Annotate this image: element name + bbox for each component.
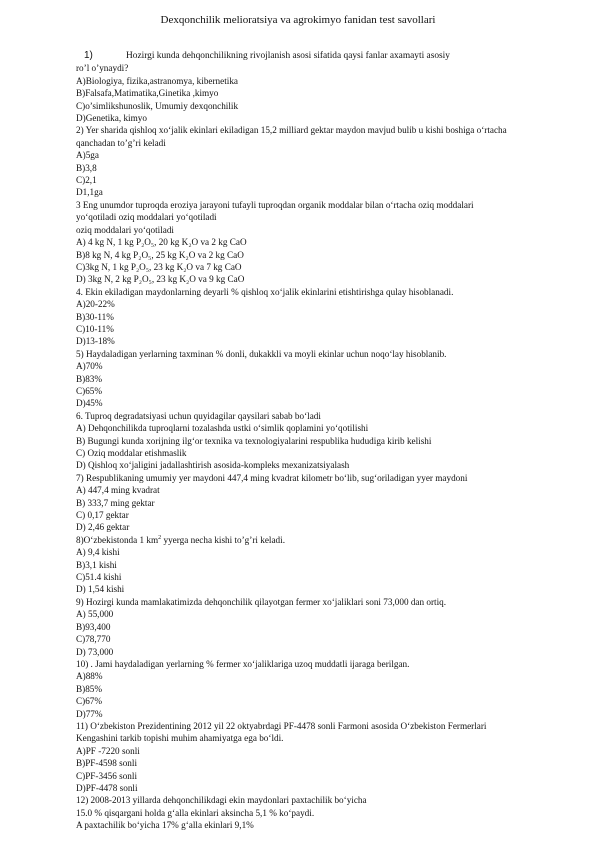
question-8-superscript: 2 xyxy=(158,534,162,541)
question-11-option-a: A)PF -7220 sonli xyxy=(76,745,140,756)
question-3-option-a: A) 4 kg N, 1 kg P₂O₅, 20 kg K₂O va 2 kg CaO xyxy=(76,237,247,248)
question-4-option-c: C)10-11% xyxy=(76,323,114,334)
question-8-option-c: C)51.4 kishi xyxy=(76,572,122,583)
question-8-option-a: A) 9,4 kishi xyxy=(76,547,120,558)
question-2-option-c: C)2,1 xyxy=(76,175,97,186)
question-10-option-b: B)85% xyxy=(76,683,103,694)
question-4-option-a: A)20-22% xyxy=(76,299,115,310)
question-2-option-a: A)5ga xyxy=(76,150,99,161)
question-1-text: Hozirgi kunda dehqonchilikning rivojlanish asosi sifatida qaysi fanlar axamayti asosiy xyxy=(126,51,450,61)
question-3-text-cont-2: oziq moddalari yo‘qotiladi xyxy=(76,224,174,235)
question-3-option-c: C)3kg N, 1 kg P₂O₅, 23 kg K₂O va 7 kg CaO xyxy=(76,261,242,272)
question-8-option-d: D) 1,54 kishi xyxy=(76,584,125,595)
question-1-option-c: C)o’simlikshunoslik, Umumiy dexqonchilik xyxy=(76,100,239,111)
question-2-text: 2) Yer sharida qishloq xo‘jalik ekinlari ekiladigan 15,2 milliard gektar maydon mavjud bulib u kishi boshiga o‘rtacha xyxy=(76,125,507,136)
question-4-text: 4. Ekin ekiladigan maydonlarning deyarli % qishloq xo‘jalik ekinlarini etishtirishga qulay hisoblanadi. xyxy=(76,286,454,297)
question-12-option-a: A paxtachilik bo‘yicha 17% g‘alla ekinlari 9,1% xyxy=(76,820,254,831)
question-5-option-a: A)70% xyxy=(76,361,103,372)
question-4-option-b: B)30-11% xyxy=(76,311,114,322)
question-2-option-b: B)3,8 xyxy=(76,162,97,173)
question-5-option-b: B)83% xyxy=(76,373,103,384)
question-6-option-d: D) Qishloq xo‘jaligini jadallashtirish asosida-kompleks mexanizatsiyalash xyxy=(76,460,350,471)
question-2-text-cont: qanchadan to’g’ri keladi xyxy=(76,137,166,148)
question-3-text: 3 Eng unumdor tuproqda eroziya jarayoni tufayli tuproqdan organik moddalar bilan o‘rtacha oziq moddalari xyxy=(76,199,474,210)
question-5-option-c: C)65% xyxy=(76,385,103,396)
question-3-option-d: D) 3kg N, 2 kg P₂O₅, 23 kg K₂O va 9 kg CaO xyxy=(76,274,245,285)
question-1-text-cont: ro’l o’ynaydi? xyxy=(76,63,129,74)
question-6-text: 6. Tuproq degradatsiyasi uchun quyidagilar qaysilari sabab bo‘ladi xyxy=(76,410,321,421)
question-9-option-c: C)78,770 xyxy=(76,634,111,645)
question-11-option-c: C)PF-3456 sonli xyxy=(76,770,138,781)
question-11-text: 11) O‘zbekiston Prezidentining 2012 yil 22 oktyabrdagi PF-4478 sonli Farmoni asosida O‘zbekiston Fermerlari xyxy=(76,720,487,731)
question-3-text-cont: yo‘qotiladi oziq moddalari yo‘qotiladi xyxy=(76,212,217,223)
question-11-text-cont: Kengashini tarkib topishi muhim ahamiyatga ega bo‘ldi. xyxy=(76,733,284,744)
document-title: Dexqonchilik melioratsiya va agrokimyo fanidan test savollari xyxy=(160,14,436,26)
question-6-option-a: A) Dehqonchilikda tuproqlarni tozalashda ustki o‘simlik qoplamini yo‘qotilishi xyxy=(76,423,369,434)
question-7-option-d: D) 2,46 gektar xyxy=(76,522,130,533)
question-7-option-a: A) 447,4 ming kvadrat xyxy=(76,485,160,496)
question-10-option-c: C)67% xyxy=(76,696,103,707)
question-10-option-a: A)88% xyxy=(76,671,103,682)
question-6-option-b: B) Bugungi kunda xorijning ilg‘or texnika va texnologiyalarini respublika hududiga kirib kelishi xyxy=(76,435,432,446)
question-9-option-a: A) 55,000 xyxy=(76,609,114,620)
question-9-text: 9) Hozirgi kunda mamlakatimizda dehqonchilik qilayotgan fermer xo‘jaliklari soni 73,000 dan ortiq. xyxy=(76,596,447,607)
question-1-option-a: A)Biologiya, fizika,astranomya, kibernetika xyxy=(76,75,239,86)
question-7-text: 7) Respublikaning umumiy yer maydoni 447,4 ming kvadrat kilometr bo‘lib, sug‘oriladigan yyer maydoni xyxy=(76,472,468,483)
question-8-text xyxy=(76,534,546,546)
question-1-number: 1) xyxy=(84,50,93,61)
question-9-option-b: B)93,400 xyxy=(76,621,111,632)
question-12-text: 12) 2008-2013 yillarda dehqonchilikdagi ekin maydonlari paxtachilik bo‘yicha xyxy=(76,795,367,806)
question-12-text-cont: 15.0 % qisqargani holda g‘alla ekinlari aksincha 5,1 % ko‘paydi. xyxy=(76,807,315,818)
question-1-option-b: B)Falsafa,Matimatika,Ginetika ,kimyo xyxy=(76,88,219,99)
question-3-option-b: B)8 kg N, 4 kg P₂O₅, 25 kg K₂O va 2 kg CaO xyxy=(76,249,244,260)
question-4-option-d: D)13-18% xyxy=(76,336,115,347)
question-8-text-post: yyerga necha kishi to’g’ri keladi. xyxy=(161,534,285,545)
question-8-option-b: B)3,1 kishi xyxy=(76,559,117,570)
question-10-option-d: D)77% xyxy=(76,708,103,719)
question-11-option-b: B)PF-4598 sonli xyxy=(76,758,138,769)
question-1-header xyxy=(76,50,546,62)
question-8-text-pre: 8)O‘zbekistonda 1 km xyxy=(76,534,159,545)
question-5-text: 5) Haydaladigan yerlarning taxminan % donli, dukakkli va moyli ekinlar uchun noqo‘lay hisoblanib. xyxy=(76,348,447,359)
question-list xyxy=(76,50,546,832)
question-11-option-d: D)PF-4478 sonli xyxy=(76,782,138,793)
question-7-option-b: B) 333,7 ming gektar xyxy=(76,497,155,508)
question-9-option-d: D) 73,000 xyxy=(76,646,114,657)
question-7-option-c: C) 0,17 gektar xyxy=(76,510,129,521)
question-1-option-d: D)Genetika, kimyo xyxy=(76,113,147,124)
question-2-option-d: D1,1ga xyxy=(76,187,103,198)
question-5-option-d: D)45% xyxy=(76,398,103,409)
question-10-text: 10) . Jami haydaladigan yerlarning % fermer xo‘jaliklariga uzoq muddatli ijaraga berilgan. xyxy=(76,658,410,669)
question-6-option-c: C) Oziq moddalar etishmaslik xyxy=(76,448,187,458)
